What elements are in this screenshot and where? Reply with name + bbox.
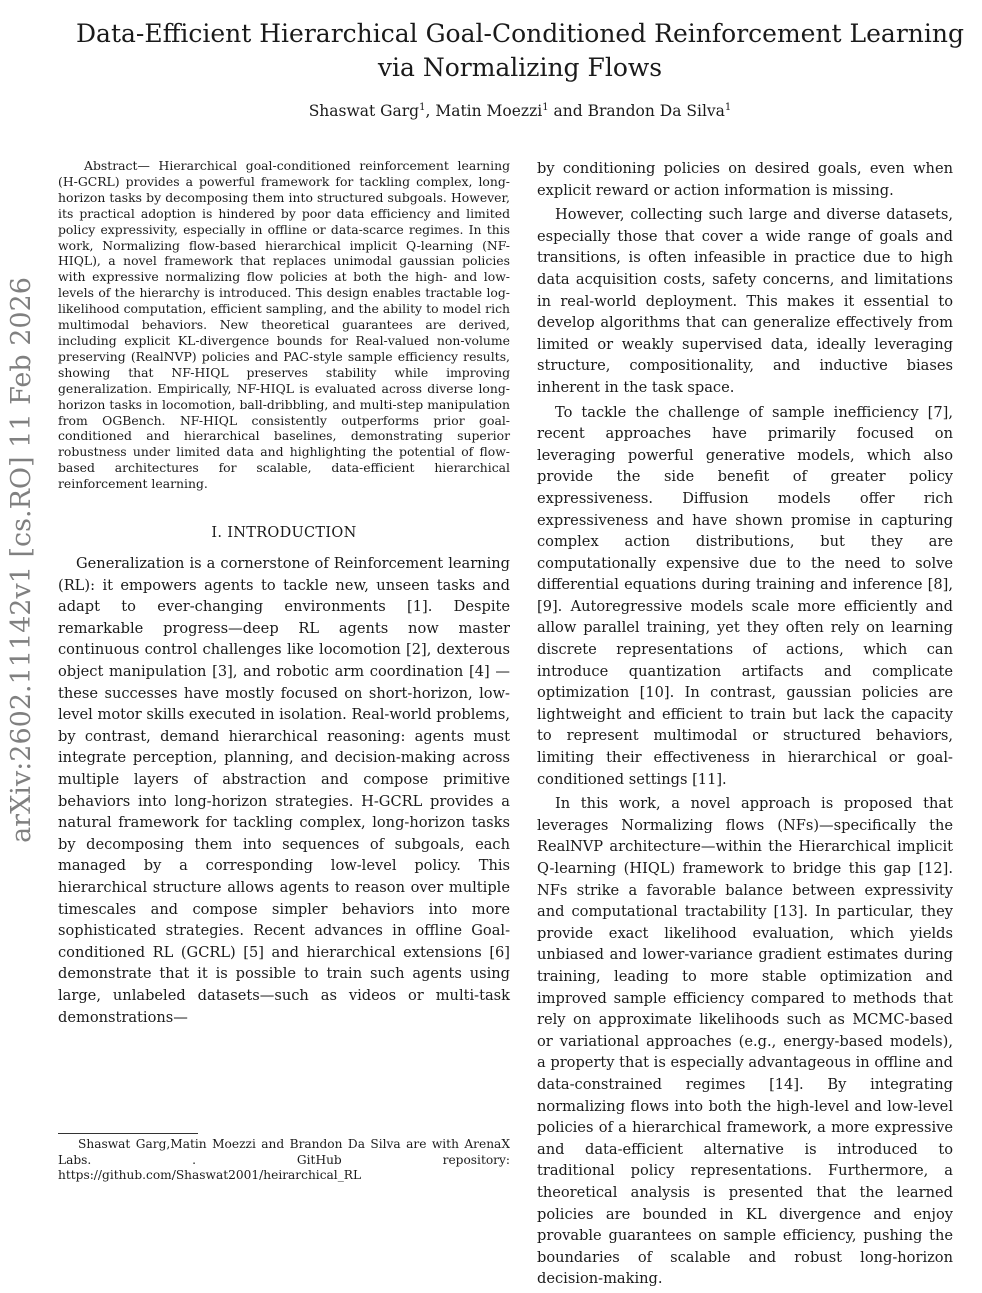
- author-name: Shaswat Garg: [308, 102, 420, 121]
- affiliation-mark: 1: [542, 102, 549, 113]
- footnote: Shaswat Garg,Matin Moezzi and Brandon Da Silva are with ArenaX Labs. . GitHub repository: https://github.com/Shaswat2001/heirarchical_RL: [58, 1137, 510, 1183]
- body-paragraph: However, collecting such large and diverse datasets, especially those that cover a wide range of goals and transitions, is often infeasible in practice due to high data acquisition costs, safety concerns, and limitations in real-world deployment. This makes it essential to develop algorithms that can generalize effectively from limited or weakly supervised data, ideally leveraging structure, compositionality, and inductive biases inherent in the task space.: [537, 206, 953, 396]
- arxiv-identifier: arXiv:2602.11142v1 [cs.RO] 11 Feb 2026: [6, 277, 37, 843]
- body-paragraph: To tackle the challenge of sample inefficiency [7], recent approaches have primarily focused on leveraging powerful generative models, which also provide the side benefit of greater policy expressiveness. Diffusion models offer rich expressiveness and have shown promise in capturing complex action distributions, but they are computationally expensive due to the need to solve differential equations during training and inference [8], [9]. Autoregressive models scale more efficiently and allow parallel training, yet they often rely on learning discrete representations of actions, which can introduce quantization artifacts and complicate optimization [10]. In contrast, gaussian policies are lightweight and efficient to train but lack the capacity to represent multimodal or structured behaviors, limiting their effectiveness in hierarchical or goal-conditioned settings [11].: [537, 403, 953, 788]
- paper-title: Data-Efficient Hierarchical Goal-Conditioned Reinforcement Learning via Normalizing Flows: [76, 18, 964, 82]
- affiliation-mark: 1: [724, 102, 732, 113]
- section-heading-introduction: I. INTRODUCTION: [211, 525, 357, 542]
- author-name: Matin Moezzi: [435, 102, 543, 121]
- right-column: [537, 158, 953, 1293]
- left-column: [58, 158, 510, 1028]
- affiliation-mark: 1: [419, 102, 426, 113]
- intro-paragraph: Generalization is a cornerstone of Reinforcement learning (RL): it empowers agents to tackle new, unseen tasks and adapt to ever-changing environments [1]. Despite remarkable progress—deep RL agents now master continuous control challenges like locomotion [2], dexterous object manipulation [3], and robotic arm coordination [4] — these successes have mostly focused on short-horizon, low-level motor skills executed in isolation. Real-world problems, by contrast, demand hierarchical reasoning: agents must integrate perception, planning, and decision-making across multiple layers of abstraction and compose primitive behaviors into long-horizon strategies. H-GCRL provides a natural framework for tackling complex, long-horizon tasks by decomposing them into sequences of subgoals, each managed by a corresponding low-level policy. This hierarchical structure allows agents to reason over multiple timescales and compose simpler behaviors into more sophisticated strategies. Recent advances in offline Goal-conditioned RL (GCRL) [5] and hierarchical extensions [6] demonstrate that it is possible to train such agents using large, unlabeled datasets—such as videos or multi-task demonstrations—: [58, 555, 510, 1026]
- abstract: Abstract— Hierarchical goal-conditioned reinforcement learning (H-GCRL) provides a powerful framework for tackling complex, long-horizon tasks by decomposing them into structured subgoals. However, its practical adoption is hindered by poor data efficiency and limited policy expressivity, especially in offline or data-scarce regimes. In this work, Normalizing flow-based hierarchical implicit Q-learning (NF-HIQL), a novel framework that replaces unimodal gaussian policies with expressive normalizing flow policies at both the high- and low-levels of the hierarchy is introduced. This design enables tractable log-likelihood computation, efficient sampling, and the ability to model rich multimodal behaviors. New theoretical guarantees are derived, including explicit KL-divergence bounds for Real-valued non-volume preserving (RealNVP) policies and PAC-style sample efficiency results, showing that NF-HIQL preserves stability while improving generalization. Empirically, NF-HIQL is evaluated across diverse long-horizon tasks in locomotion, ball-dribbling, and multi-step manipulation from OGBench. NF-HIQL consistently outperforms prior goal-conditioned and hierarchical baselines, demonstrating superior robustness under limited data and highlighting the potential of flow-based architectures for scalable, data-efficient hierarchical reinforcement learning.: [58, 158, 510, 492]
- author-separator: ,: [425, 102, 436, 121]
- body-paragraph: In this work, a novel approach is proposed that leverages Normalizing flows (NFs)—specifically the RealNVP architecture—within the Hierarchical implicit Q-learning (HIQL) framework to bridge this gap [12]. NFs strike a favorable balance between expressivity and computational tractability [13]. In particular, they provide exact likelihood evaluation, which yields unbiased and lower-variance gradient estimates during training, leading to more stable optimization and improved sample efficiency compared to methods that rely on approximate likelihoods such as MCMC-based or variational approaches (e.g., energy-based models), a property that is especially advantageous in offline and data-constrained regimes [14]. By integrating normalizing flows into both the high-level and low-level policies of a hierarchical framework, a more expressive and data-efficient alternative is introduced to traditional policy representations. Furthermore, a theoretical analysis is presented that the learned policies are bounded in KL divergence and enjoy provable guarantees on sample efficiency, pushing the boundaries of scalable and robust long-horizon decision-making.: [537, 795, 953, 1288]
- body-paragraph: by conditioning policies on desired goals, even when explicit reward or action information is missing.: [537, 160, 953, 199]
- footnote-divider: [58, 1133, 198, 1134]
- author-name: Brandon Da Silva: [587, 102, 725, 121]
- author-list: [70, 98, 970, 121]
- author-separator: and: [548, 102, 588, 121]
